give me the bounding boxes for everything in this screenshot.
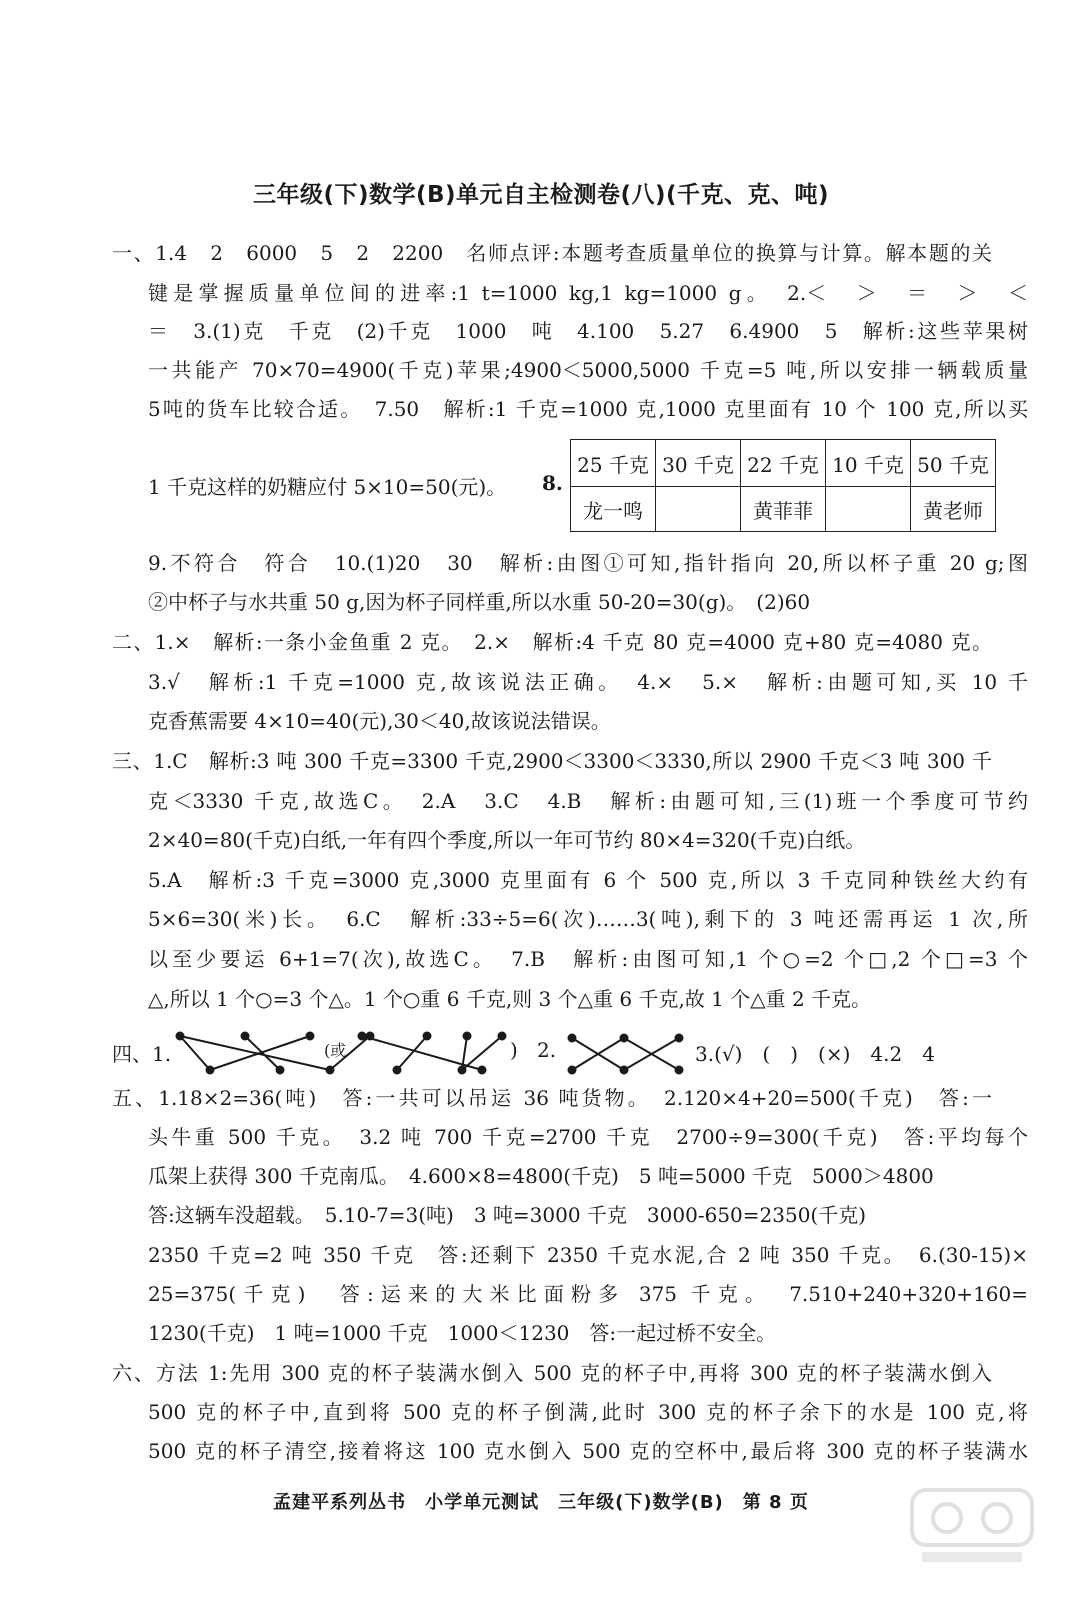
text-line: 1 千克这样的奶糖应付 5×10=50(元)。 (148, 475, 507, 499)
text-line: 二、1.× 解析:一条小金鱼重 2 克。 2.× 解析:4 千克 80 克=4000 克+80 克=4080 克。 (112, 630, 992, 654)
text-line: 2×40=80(千克)白纸,一年有四个季度,所以一年可节约 80×4=320(千克)白纸。 (148, 828, 866, 852)
table-cell: 30 千克 (656, 440, 741, 487)
text-line: △,所以 1 个○=3 个△。1 个○重 6 千克,则 3 个△重 6 千克,故 1 个△重 2 千克。 (148, 987, 872, 1011)
question-number: 8. (542, 471, 563, 495)
table-cell: 25 千克 (571, 440, 656, 487)
text-line: 3.√ 解析:1 千克=1000 克,故该说法正确。 4.× 5.× 解析:由题可知,买 10 千 (148, 670, 1028, 694)
table-row (571, 487, 996, 532)
text-line: 克香蕉需要 4×10=40(元),30＜40,故该说法错误。 (148, 709, 611, 733)
text-line: 瓜架上获得 300 千克南瓜。 4.600×8=4800(千克) 5 吨=5000 千克 5000＞4800 (148, 1164, 934, 1188)
table-cell: 50 千克 (911, 440, 996, 487)
text-line: 25=375(千克) 答:运来的大米比面粉多 375 千克。 7.510+240+320+160= (148, 1282, 1028, 1306)
section-four-rest: 3.(√) ( ) (×) 4.2 4 (695, 1042, 935, 1066)
answer-table (570, 439, 996, 532)
text-line: 9.不符合 符合 10.(1)20 30 解析:由图①可知,指针指向 20,所以杯子重 20 g;图 (148, 551, 1028, 575)
text-line: 5×6=30(米)长。 6.C 解析:33÷5=6(次)……3(吨),剩下的 3 吨还需再运 1 次,所 (148, 907, 1028, 931)
text-line: 500 克的杯子清空,接着将这 100 克水倒入 500 克的空杯中,最后将 300 克的杯子装满水 (148, 1439, 1028, 1463)
text-line: 三、1.C 解析:3 吨 300 千克=3300 千克,2900＜3300＜3330,所以 2900 千克＜3 吨 300 千 (112, 749, 992, 773)
table-cell: 黄老师 (911, 487, 996, 532)
section-four (112, 1028, 1012, 1080)
page-footer: 孟建平系列丛书 小学单元测试 三年级(下)数学(B) 第 8 页 (273, 1492, 809, 1513)
text-line: 2350 千克=2 吨 350 千克 答:还剩下 2350 千克水泥,合 2 吨 350 千克。 6.(30-15)× (148, 1243, 1028, 1267)
matching-diagram-2 (352, 1028, 522, 1080)
text-line: 5吨的货车比较合适。 7.50 解析:1 千克=1000 克,1000 克里面有 10 个 100 克,所以买 (148, 397, 1028, 421)
section-four-label: 四、1. (112, 1042, 172, 1066)
text-line: 5.A 解析:3 千克=3000 克,3000 克里面有 6 个 500 克,所以 3 千克同种铁丝大约有 (148, 868, 1028, 892)
page-title: 三年级(下)数学(B)单元自主检测卷(八)(千克、克、吨) (252, 182, 830, 208)
table-cell: 黄菲菲 (741, 487, 826, 532)
alt-answer-open: (或 (324, 1041, 347, 1060)
table-cell: 22 千克 (741, 440, 826, 487)
text-line: 以至少要运 6+1=7(次),故选C。 7.B 解析:由图可知,1 个○=2 个□,2 个□=3 个 (148, 947, 1028, 971)
table-cell (656, 487, 741, 532)
text-line: ＝ 3.(1)克 千克 (2)千克 1000 吨 4.100 5.27 6.4900 5 解析:这些苹果树 (148, 319, 1028, 343)
text-line: 克＜3330 千克,故选C。 2.A 3.C 4.B 解析:由题可知,三(1)班一个季度可节约 (148, 789, 1028, 813)
table-cell: 10 千克 (826, 440, 911, 487)
question-number: 2. (537, 1038, 557, 1062)
text-line: 1230(千克) 1 吨=1000 千克 1000＜1230 答:一起过桥不安全。 (148, 1321, 777, 1345)
table-cell: 龙一鸣 (571, 487, 656, 532)
text-line: ②中杯子与水共重 50 g,因为杯子同样重,所以水重 50-20=30(g)。 (2)60 (148, 590, 811, 614)
text-line: 五、1.18×2=36(吨) 答:一共可以吊运 36 吨货物。 2.120×4+20=500(千克) 答:一 (112, 1086, 992, 1110)
alt-answer-close: ) (510, 1038, 518, 1062)
text-line: 一共能产 70×70=4900(千克)苹果;4900＜5000,5000 千克=5 吨,所以安排一辆载质量 (148, 358, 1028, 382)
text-line: 答:这辆车没超载。 5.10-7=3(吨) 3 吨=3000 千克 3000-650=2350(千克) (148, 1203, 867, 1227)
matching-diagram-3 (564, 1028, 694, 1080)
table-header-row (571, 440, 996, 487)
table-cell (826, 487, 911, 532)
text-line: 一、1.4 2 6000 5 2 2200 名师点评:本题考查质量单位的换算与计算。解本题的关 (112, 241, 992, 265)
text-line: 键是掌握质量单位间的进率:1 t=1000 kg,1 kg=1000 g。 2.＜ ＞ ＝ ＞ ＜ (148, 281, 1028, 305)
text-line: 500 克的杯子中,直到将 500 克的杯子倒满,此时 300 克的杯子余下的水是 100 克,将 (148, 1400, 1028, 1424)
text-line: 头牛重 500 千克。 3.2 吨 700 千克=2700 千克 2700÷9=300(千克) 答:平均每个 (148, 1125, 1028, 1149)
text-line: 六、方法 1:先用 300 克的杯子装满水倒入 500 克的杯子中,再将 300 克的杯子装满水倒入 (112, 1361, 992, 1385)
watermark-logo-icon (902, 1480, 1042, 1570)
